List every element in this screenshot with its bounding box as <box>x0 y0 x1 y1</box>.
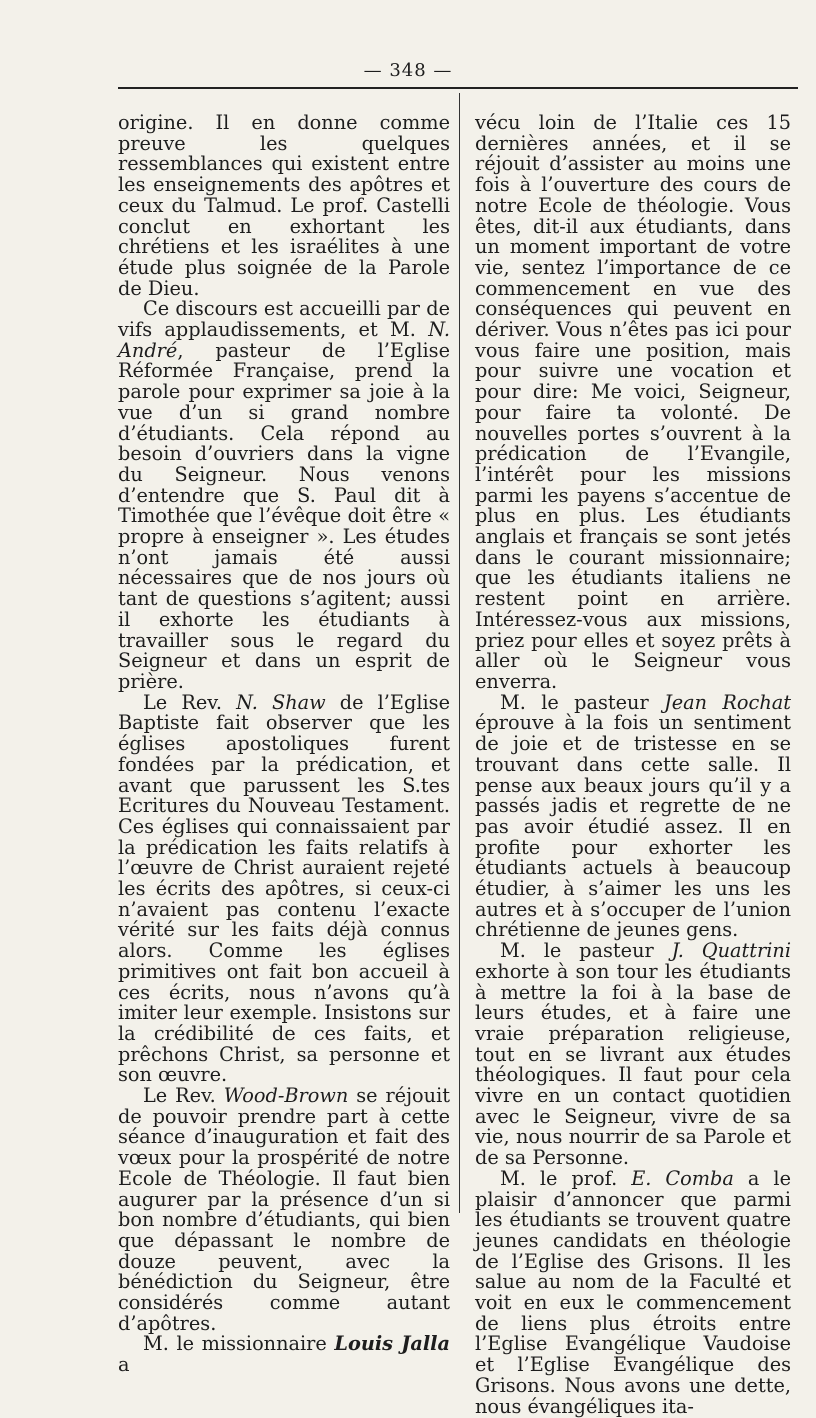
paragraph-text: M. le prof. <box>500 1166 632 1190</box>
paragraph-text: se réjouit de pouvoir prendre part à cette séance d’inauguration et fait des vœux pour la prospérité de notre Ecole de Théologie. Il faut bien augurer par la présence d’un si bon nombre d’étudiants, qui bien que dépassant le nombre de douze peuvent, avec la bénédiction du Seigneur, être considérés comme autant d’apôtres. <box>118 1084 450 1335</box>
speaker-name: Wood-Brown <box>223 1084 349 1108</box>
speaker-name: E. Comba <box>631 1166 734 1190</box>
paragraph-text: a le plaisir d’annoncer que parmi les étudiants se trouvent quatre jeunes candidats en théologie de l’Eglise des Grisons. Il les salue au nom de la Faculté et voit en eux le commencement de liens plus étroits entre l’Eglise Evangélique Vaudoise et l’Eglise Evangélique des Grisons. Nous avons une dette, nous évangéliques ita- <box>475 1166 791 1418</box>
right-column <box>475 113 791 1417</box>
left-column <box>118 113 450 1376</box>
paragraph-text: Ce discours est accueilli par de vifs applaudissements, et M. <box>118 297 450 342</box>
column-divider <box>459 93 460 1213</box>
paragraph-text: M. le pasteur <box>500 939 672 963</box>
speaker-name: N. André <box>118 318 450 362</box>
paragraph-wood-brown <box>118 1086 450 1334</box>
paragraph-text: Le Rev. <box>143 690 237 714</box>
paragraph-text: M. le missionnaire <box>143 1332 335 1356</box>
paragraph-text: M. le pasteur <box>500 690 664 714</box>
speaker-name: Louis Jalla <box>334 1332 450 1356</box>
paragraph-text: , pasteur de l’Eglise Réformée Française, prend la parole pour exprimer sa joie à la vue d’un si grand nombre d’étudiants. Cela répond au besoin d’ouvriers dans la vigne du Seigneur. Nous venons d’entendre que S. Paul dit à Timothée que l’évêque doit être « propre à enseigner ». Les études n’ont jamais été aussi nécessaires que de nos jours où tant de questions s’agitent; aussi il exhorte les étudiants à travailler sous le regard du Seigneur et dans un esprit de prière. <box>118 338 450 693</box>
paragraph-text: Le Rev. <box>143 1084 224 1108</box>
paragraph-text: origine. Il en donne comme preuve les quelques ressemblances qui existent entre les enseignements des apôtres et ceux du Talmud. Le prof. Castelli conclut en exhortant les chrétiens et les israélites à une étude plus soignée de la Parole de Dieu. <box>118 111 450 300</box>
paragraph-text: exhorte à son tour les étudiants à mettre la foi à la base de leurs études, et à faire une vraie préparation religieuse, tout en se livrant aux études théologiques. Il faut pour cela vivre en un contact quotidien avec le Seigneur, vivre de sa vie, nous nourrir de sa Parole et de sa Personne. <box>475 959 791 1170</box>
header-rule <box>118 87 798 89</box>
speaker-name: J. Quattrini <box>671 939 791 963</box>
paragraph-jalla <box>118 1334 450 1375</box>
paragraph-text: éprouve à la fois un sentiment de joie et de tristesse en se trouvant dans cette salle. Il pense aux beaux jours qu’il y a passés jadis et regrette de ne pas avoir étudié assez. Il en profite pour exhorter les étudiants actuels à beaucoup étudier, à s’aimer les uns les autres et à s’occuper de l’union chrétienne de jeunes gens. <box>475 711 791 942</box>
page-number: — 348 — <box>363 60 453 81</box>
paragraph-quattrini <box>475 941 791 1169</box>
paragraph-shaw <box>118 690 450 1087</box>
paragraph-jalla-continued: vécu loin de l’Italie ces 15 dernières années, et il se réjouit d’assister au moins une fois à l’ouverture des cours de notre Ecole de théologie. Vous êtes, dit-il aux étudiants, dans un moment important de votre vie, sentez l’importance de ce commencement en vue des conséquences qui peuvent en dériver. Vous n’êtes pas ici pour vous faire une position, mais pour suivre une vocation et pour dire: Me voici, Seigneur, pour faire ta volonté. De nouvelles portes s’ouvrent à la prédication de l’Evangile, l’intérêt pour les missions parmi les payens s’accentue de plus en plus. Les étudiants anglais et français se sont jetés dans le courant missionnaire; que les étudiants italiens ne restent point en arrière. Intéressez-vous aux missions, priez pour elles et soyez prêts à aller où le Seigneur vous enverra. <box>475 111 791 693</box>
paragraph-andre <box>118 299 450 692</box>
speaker-name: N. Shaw <box>236 690 326 714</box>
paragraph-text: de l’Eglise Baptiste fait observer que les églises apostoliques furent fondées par la prédication, et avant que parussent les S.tes Ecritures du Nouveau Testament. Ces églises qui connaissaient par la prédication les faits relatifs à l’œuvre de Christ auraient rejeté les écrits des apôtres, si ceux-ci n’avaient pas contenu l’exacte vérité sur les faits déjà connus alors. Comme les églises primitives ont fait bon accueil à ces écrits, nous n’avons qu’à imiter leur exemple. Insistons sur la crédibilité de ces faits, et prêchons Christ, sa personne et son œuvre. <box>118 690 450 1087</box>
paragraph-comba <box>475 1166 791 1418</box>
speaker-name: Jean Rochat <box>664 690 791 714</box>
paragraph-castelli-end <box>118 113 450 299</box>
paragraph-text: a <box>118 1353 130 1377</box>
paragraph-rochat <box>475 690 791 942</box>
